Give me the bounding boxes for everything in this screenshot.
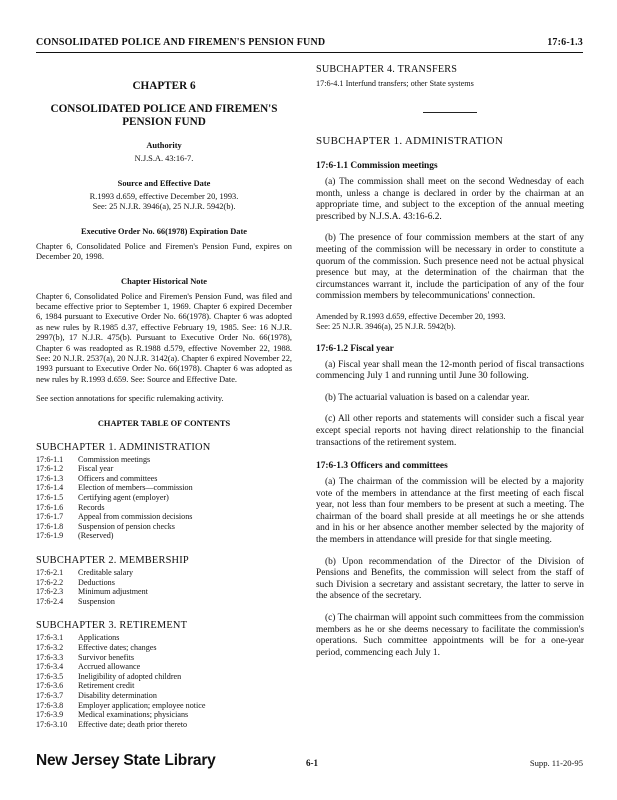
toc-row [36, 483, 193, 493]
toc-title: Survivor benefits [78, 652, 134, 662]
subchapter-4-title: SUBCHAPTER 4. TRANSFERS [316, 64, 458, 75]
toc-list [36, 568, 148, 606]
section-1-1-amendment-1: Amended by R.1993 d.659, effective December 20, 1993. [316, 311, 506, 321]
toc-number: 17:6-1.4 [36, 483, 64, 493]
toc-title: Fiscal year [78, 464, 114, 474]
toc-number: 17:6-3.4 [36, 662, 64, 672]
toc-number: 17:6-1.1 [36, 454, 64, 464]
toc-title: Disability determination [78, 690, 157, 700]
chapter-name: CONSOLIDATED POLICE AND FIREMEN'S PENSION FUND [50, 103, 278, 128]
authority-text: N.J.S.A. 43:16-7. [134, 154, 194, 163]
page-number: 6-1 [306, 758, 318, 768]
toc-title: Effective dates; changes [78, 642, 157, 652]
toc-row [36, 587, 148, 597]
toc-row [36, 701, 205, 711]
toc-subchapter-2 [36, 555, 292, 606]
toc-row [36, 531, 193, 541]
toc-row [36, 710, 205, 720]
header-rule [36, 52, 583, 53]
toc-row [36, 672, 205, 682]
toc-row [36, 681, 205, 691]
toc-row [36, 691, 205, 701]
toc-title: Applications [78, 633, 120, 643]
source-line-1: R.1993 d.659, effective December 20, 1993. [89, 191, 239, 201]
toc-row [36, 522, 193, 532]
section-1-3-b: (b) Upon recommendation of the Director of the Division of Pensions and Benefits, the commission will select from the staff of such Division a secretary and assistant secretary, the latter to serve in the absence of the secretary. [316, 556, 584, 602]
toc-title: Records [78, 502, 105, 512]
history-text: Chapter 6, Consolidated Police and Firemen's Pension Fund, was filed and became effective prior to September 1, 1969. Chapter 6 expired December 6, 1984 pursuant to Executive Order No. 66(1978). Chapter 6 was adopted as new rules by R.1985 d.37, effective February 19, 1985. See: 16 N.J.R. 2997(b), 17 N.J.R. 475(b). Pursuant to Executive Order No. 66(1978), Chapter 6 was readopted as R.1988 d.579, effective November 22, 1988. See: 20 N.J.R. 2537(a), 20 N.J.R. 3142(a). Chapter 6 expired November 22, 1993 pursuant to Executive Order No. 66(1978). Chapter 6 was adopted as new rules by R.1993 d.659. See: Source and Effective Date. [36, 291, 292, 384]
toc-number: 17:6-1.9 [36, 531, 64, 541]
toc-row [36, 464, 193, 474]
toc-subchapter-3 [36, 620, 292, 729]
toc-number: 17:6-2.3 [36, 587, 64, 597]
toc-title: Election of members—commission [78, 483, 193, 493]
toc-number: 17:6-3.3 [36, 652, 64, 662]
section-1-1-a: (a) The commission shall meet on the second Wednesday of each month, unless a change is declared in order by the chairman at an appropriate time, and subject to the exception of the annual meeting prescribed by N.J.S.A. 43:16-6.2. [316, 177, 584, 222]
toc-number: 17:6-3.10 [36, 719, 68, 729]
toc-row [36, 493, 193, 503]
toc-row [36, 455, 193, 465]
toc-title: Accrued allowance [78, 662, 141, 672]
toc-number: 17:6-1.8 [36, 521, 64, 531]
section-1-1-heading: 17:6-1.1 Commission meetings [316, 161, 438, 171]
toc-number: 17:6-1.3 [36, 473, 64, 483]
section-1-1-amendment-2: See: 25 N.J.R. 3946(a), 25 N.J.R. 5942(b). [316, 321, 456, 331]
toc-title: Effective date; death prior thereto [78, 719, 188, 729]
toc-number: 17:6-3.7 [36, 690, 64, 700]
header-section-range: 17:6-1.3 [547, 37, 583, 48]
toc-subchapter-title: SUBCHAPTER 2. MEMBERSHIP [36, 555, 189, 566]
toc-subchapter-title: SUBCHAPTER 1. ADMINISTRATION [36, 441, 211, 453]
section-1-2-c: (c) All other reports and statements will consider such a fiscal year except special reports not having direct relationship to the financial transactions of the retirement system. [316, 414, 584, 448]
toc-number: 17:6-3.2 [36, 642, 64, 652]
running-header [36, 37, 583, 53]
left-column [36, 64, 292, 729]
toc-title: Retirement credit [78, 681, 135, 691]
toc-title: Ineligibility of adopted children [78, 671, 182, 681]
toc-row [36, 643, 205, 653]
toc-row [36, 503, 193, 513]
toc-title: Employer application; employee notice [78, 700, 206, 710]
toc-title: Minimum adjustment [78, 587, 148, 597]
source-heading: Source and Effective Date [117, 178, 211, 188]
toc-number: 17:6-1.5 [36, 493, 64, 503]
toc-row [36, 720, 205, 730]
toc-subchapter-title: SUBCHAPTER 3. RETIREMENT [36, 620, 188, 632]
toc-list [36, 633, 205, 729]
authority-heading: Authority [146, 141, 182, 150]
toc-row [36, 512, 193, 522]
toc-number: 17:6-3.9 [36, 710, 64, 720]
toc-title: (Reserved) [78, 531, 114, 541]
toc-heading: CHAPTER TABLE OF CONTENTS [97, 418, 231, 428]
toc-title: Commission meetings [78, 454, 151, 464]
toc-row [36, 653, 205, 663]
section-1-3-a: (a) The chairman of the commission will be elected by a majority vote of the members in attendance at the first meeting of each fiscal year, not less than four members to be present at such a meeting. The chairman of the board shall preside at all meetings he or she attends and in his or her absence another member selected by the majority of the members in attendance will preside for that single meeting. [316, 477, 584, 546]
toc-row [36, 568, 148, 578]
toc-title: Appeal from commission decisions [78, 512, 193, 522]
toc-number: 17:6-1.2 [36, 464, 64, 474]
section-1-2-a: (a) Fiscal year shall mean the 12-month period of fiscal transactions commencing July 1 and running until June 30 following. [316, 359, 584, 382]
toc-title: Officers and committees [78, 473, 158, 483]
source-line-2: See: 25 N.J.R. 3946(a), 25 N.J.R. 5942(b). [92, 202, 236, 212]
toc-number: 17:6-3.5 [36, 671, 64, 681]
section-1-1-b: (b) The presence of four commission members at the start of any meeting of the commission will be necessary in order to constitute a quorum of the commission. Such presence need not be actual physical presence but may, at the determination of the chairman that the circumstances warrant it, include the participation of any of the four commission members by telecommunications' connection. [316, 233, 584, 302]
toc-row [36, 578, 148, 588]
toc-title: Deductions [78, 577, 115, 587]
library-stamp: New Jersey State Library [36, 752, 216, 769]
toc-row [36, 633, 205, 643]
toc-row [36, 474, 193, 484]
toc-row [36, 597, 148, 607]
right-column [316, 64, 584, 659]
toc-number: 17:6-2.4 [36, 596, 64, 606]
see-annotations-text: See section annotations for specific rulemaking activity. [36, 394, 224, 404]
supplement-date: Supp. 11-20-95 [529, 758, 583, 768]
toc-title: Creditable salary [78, 568, 134, 577]
page-footer [36, 752, 583, 776]
subchapter-1-title: SUBCHAPTER 1. ADMINISTRATION [316, 135, 504, 147]
toc-subchapter-1 [36, 442, 292, 541]
toc-number: 17:6-1.7 [36, 512, 64, 522]
exec-order-heading: Executive Order No. 66(1978) Expiration Date [81, 226, 247, 236]
toc-number: 17:6-3.6 [36, 681, 64, 691]
toc-number: 17:6-1.6 [36, 502, 64, 512]
toc-number: 17:6-2.2 [36, 577, 64, 587]
chapter-number: CHAPTER 6 [132, 80, 196, 92]
history-heading: Chapter Historical Note [121, 276, 207, 286]
section-1-3-c: (c) The chairman will appoint such committees from the commission members as he or she deems necessary to facilitate the commission's operations. Such committee appointments will be for a one-year period, commencing each July 1. [316, 613, 584, 658]
toc-number: 17:6-2.1 [36, 568, 64, 577]
toc-title: Suspension of pension checks [78, 521, 175, 531]
toc-title: Medical examinations; physicians [78, 710, 189, 720]
exec-order-text: Chapter 6, Consolidated Police and Firemen's Pension Fund, expires on December 20, 1998. [36, 241, 292, 262]
toc-list [36, 455, 193, 541]
subchapter-4-item: 17:6-4.1 Interfund transfers; other State systems [316, 79, 474, 88]
toc-number: 17:6-3.8 [36, 700, 64, 710]
section-1-3-heading: 17:6-1.3 Officers and committees [316, 461, 448, 472]
section-1-2-heading: 17:6-1.2 Fiscal year [316, 343, 394, 354]
section-divider [423, 112, 477, 113]
toc-number: 17:6-3.1 [36, 633, 64, 643]
toc-row [36, 662, 205, 672]
section-1-2-b: (b) The actuarial valuation is based on a calendar year. [325, 392, 530, 403]
toc-title: Certifying agent (employer) [78, 493, 169, 503]
header-title: CONSOLIDATED POLICE AND FIREMEN'S PENSION FUND [36, 37, 326, 48]
toc-title: Suspension [78, 596, 115, 606]
